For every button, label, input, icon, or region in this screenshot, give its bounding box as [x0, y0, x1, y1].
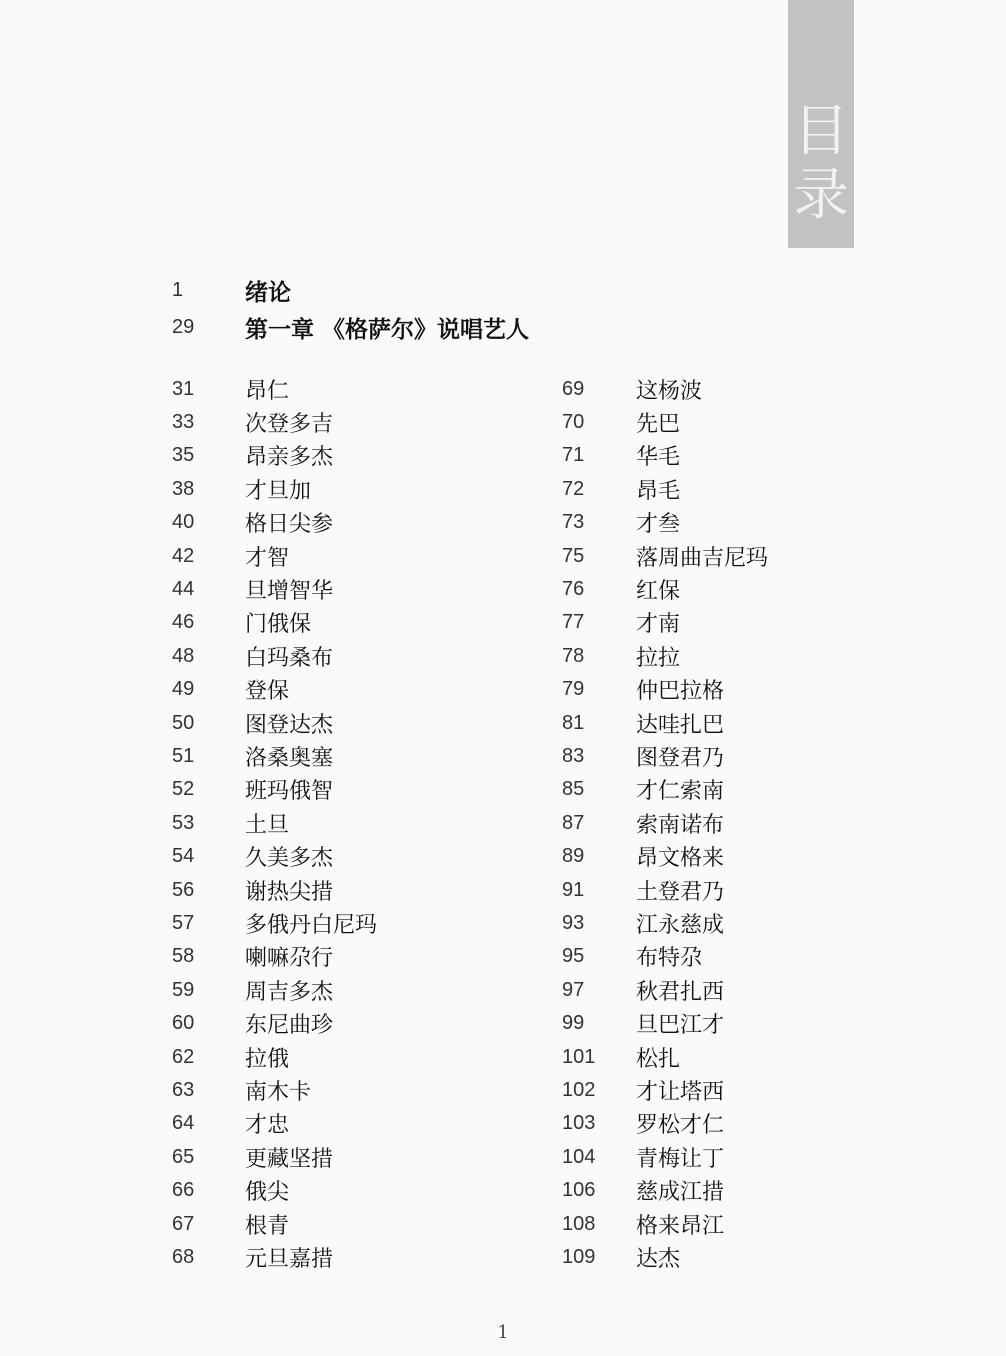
toc-entry-title: 土登君乃 — [636, 879, 725, 905]
toc-entry-title: 昂毛 — [636, 478, 681, 504]
toc-entry-title: 达哇扎巴 — [636, 712, 725, 738]
toc-entry-title: 这杨波 — [636, 378, 703, 404]
toc-page-number: 62 — [172, 1045, 195, 1068]
page-number: 1 — [497, 1322, 509, 1343]
toc-page-number: 53 — [172, 811, 195, 834]
toc-page-number: 76 — [562, 577, 585, 600]
toc-page-number: 49 — [172, 678, 195, 701]
toc-entry-title: 格来昂江 — [636, 1213, 725, 1239]
toc-entry-title: 东尼曲珍 — [245, 1013, 334, 1039]
toc-page-number: 57 — [172, 911, 195, 934]
toc-entry-title: 谢热尖措 — [245, 879, 334, 905]
toc-page-number: 89 — [562, 845, 585, 868]
toc-page-number: 35 — [172, 444, 195, 467]
toc-tab-title — [788, 100, 854, 228]
toc-entry-title: 才叁 — [636, 512, 681, 538]
toc-entry-title: 白玛桑布 — [245, 645, 334, 671]
toc-entry-title: 土旦 — [245, 812, 290, 838]
toc-page-number: 48 — [172, 644, 195, 667]
toc-entry-title: 旦增智华 — [245, 578, 334, 604]
toc-entry-row[interactable] — [0, 1008, 1006, 1040]
toc-page-number: 91 — [562, 878, 585, 901]
toc-entry-row[interactable] — [0, 607, 1006, 639]
toc-entry-row[interactable] — [0, 1241, 1006, 1273]
toc-page-number: 46 — [172, 611, 195, 634]
toc-page-number: 83 — [562, 744, 585, 767]
toc-entry-title: 图登君乃 — [636, 745, 725, 771]
toc-entry-row[interactable] — [0, 707, 1006, 739]
toc-entry-row[interactable] — [0, 807, 1006, 839]
toc-page-number: 109 — [562, 1245, 596, 1268]
toc-entry-title: 元旦嘉措 — [245, 1246, 334, 1272]
toc-entry-row[interactable] — [0, 373, 1006, 405]
toc-page-number: 73 — [562, 511, 585, 534]
toc-page-number: 103 — [562, 1112, 596, 1135]
toc-page-number: 97 — [562, 978, 585, 1001]
toc-page-number: 54 — [172, 845, 195, 868]
toc-page-number: 38 — [172, 477, 195, 500]
toc-page-number: 1 — [172, 278, 184, 301]
toc-heading-row[interactable] — [0, 311, 1006, 343]
toc-page-number: 31 — [172, 377, 195, 400]
toc-page-number: 101 — [562, 1045, 596, 1068]
toc-entry-title: 绪论 — [245, 279, 291, 306]
toc-entry-title: 达杰 — [636, 1246, 681, 1272]
toc-entry-title: 拉俄 — [245, 1046, 290, 1072]
toc-page-number: 108 — [562, 1212, 596, 1235]
toc-page-number: 68 — [172, 1245, 195, 1268]
toc-page-number: 56 — [172, 878, 195, 901]
toc-entry-title: 昂文格来 — [636, 846, 725, 872]
toc-page-number: 33 — [172, 410, 195, 433]
toc-entry-row[interactable] — [0, 841, 1006, 873]
toc-page-number: 60 — [172, 1012, 195, 1035]
toc-entry-title: 红保 — [636, 578, 681, 604]
toc-page-number: 87 — [562, 811, 585, 834]
toc-entry-title: 才让塔西 — [636, 1079, 725, 1105]
toc-entry-title: 多俄丹白尼玛 — [245, 912, 378, 938]
toc-page-number: 99 — [562, 1012, 585, 1035]
toc-entry-row[interactable] — [0, 473, 1006, 505]
toc-entry-row[interactable] — [0, 1175, 1006, 1207]
toc-entry-title: 根青 — [245, 1213, 290, 1239]
toc-page-number: 64 — [172, 1112, 195, 1135]
toc-entry-title: 慈成江措 — [636, 1180, 725, 1206]
toc-entry-title: 才智 — [245, 545, 290, 571]
toc-page-number: 66 — [172, 1179, 195, 1202]
toc-page-number: 42 — [172, 544, 195, 567]
toc-entry-title: 周吉多杰 — [245, 979, 334, 1005]
toc-entry-title: 喇嘛尕行 — [245, 946, 334, 972]
toc-entry-title: 图登达杰 — [245, 712, 334, 738]
toc-entry-row[interactable] — [0, 507, 1006, 539]
toc-entry-title: 更藏坚措 — [245, 1146, 334, 1172]
toc-page-number: 104 — [562, 1145, 596, 1168]
toc-page-number: 44 — [172, 577, 195, 600]
toc-heading-row[interactable] — [0, 274, 1006, 306]
toc-entry-title: 先巴 — [636, 411, 681, 437]
toc-page-number: 40 — [172, 511, 195, 534]
toc-entry-title: 布特尕 — [636, 946, 703, 972]
toc-page-number: 77 — [562, 611, 585, 634]
toc-entry-title: 洛桑奥塞 — [245, 745, 334, 771]
toc-entry-row[interactable] — [0, 1141, 1006, 1173]
toc-entry-title: 才旦加 — [245, 478, 312, 504]
toc-tab — [788, 0, 854, 248]
toc-page-number: 29 — [172, 315, 195, 338]
toc-page-number: 50 — [172, 711, 195, 734]
toc-entry-title: 才南 — [636, 612, 681, 638]
toc-entry-title: 昂亲多杰 — [245, 445, 334, 471]
toc-entry-row[interactable] — [0, 406, 1006, 438]
toc-entry-title: 仲巴拉格 — [636, 679, 725, 705]
toc-page-number: 59 — [172, 978, 195, 1001]
toc-entry-row[interactable] — [0, 573, 1006, 605]
toc-entry-row[interactable] — [0, 907, 1006, 939]
toc-entry-title: 格日尖参 — [245, 512, 334, 538]
toc-entry-row[interactable] — [0, 674, 1006, 706]
toc-entry-title: 落周曲吉尼玛 — [636, 545, 769, 571]
toc-page-number: 65 — [172, 1145, 195, 1168]
toc-entry-title: 华毛 — [636, 445, 681, 471]
toc-entry-title: 门俄保 — [245, 612, 312, 638]
toc-page-number: 72 — [562, 477, 585, 500]
toc-entry-title: 青梅让丁 — [636, 1146, 725, 1172]
toc-entry-title: 第一章 《格萨尔》说唱艺人 — [245, 316, 530, 343]
toc-entry-row[interactable] — [0, 640, 1006, 672]
toc-entry-row[interactable] — [0, 1074, 1006, 1106]
toc-entry-title: 江永慈成 — [636, 912, 725, 938]
toc-entry-row[interactable] — [0, 440, 1006, 472]
toc-page-number: 102 — [562, 1078, 596, 1101]
toc-tab-char: 录 — [793, 163, 849, 228]
toc-entry-title: 旦巴江才 — [636, 1013, 725, 1039]
toc-entry-row[interactable] — [0, 774, 1006, 806]
toc-page-number: 71 — [562, 444, 585, 467]
toc-page-number: 81 — [562, 711, 585, 734]
toc-page-number: 69 — [562, 377, 585, 400]
toc-entry-title: 次登多吉 — [245, 411, 334, 437]
toc-page-number: 67 — [172, 1212, 195, 1235]
toc-entry-row[interactable] — [0, 740, 1006, 772]
toc-entry-title: 才忠 — [245, 1113, 290, 1139]
toc-entry-row[interactable] — [0, 1208, 1006, 1240]
toc-entry-row[interactable] — [0, 874, 1006, 906]
toc-entry-row[interactable] — [0, 941, 1006, 973]
toc-entry-title: 班玛俄智 — [245, 779, 334, 805]
toc-page-number: 85 — [562, 778, 585, 801]
toc-entry-title: 登保 — [245, 679, 290, 705]
toc-page-number: 75 — [562, 544, 585, 567]
toc-entry-row[interactable] — [0, 974, 1006, 1006]
toc-page-number: 93 — [562, 911, 585, 934]
toc-entry-title: 罗松才仁 — [636, 1113, 725, 1139]
toc-entry-title: 松扎 — [636, 1046, 681, 1072]
toc-entry-title: 久美多杰 — [245, 846, 334, 872]
toc-tab-title-text — [788, 100, 854, 228]
toc-entry-title: 才仁索南 — [636, 779, 725, 805]
toc-page-number: 79 — [562, 678, 585, 701]
toc-entry-row[interactable] — [0, 1108, 1006, 1140]
toc-page-number: 95 — [562, 945, 585, 968]
toc-page-number: 52 — [172, 778, 195, 801]
toc-entry-title: 俄尖 — [245, 1180, 290, 1206]
toc-entry-title: 拉拉 — [636, 645, 681, 671]
toc-page-number: 106 — [562, 1179, 596, 1202]
toc-entry-title: 索南诺布 — [636, 812, 725, 838]
toc-entry-title: 秋君扎西 — [636, 979, 725, 1005]
toc-page-number: 70 — [562, 410, 585, 433]
toc-entry-row[interactable] — [0, 1041, 1006, 1073]
toc-entry-title: 南木卡 — [245, 1079, 312, 1105]
toc-page-number: 63 — [172, 1078, 195, 1101]
toc-page-number: 78 — [562, 644, 585, 667]
toc-entry-title: 昂仁 — [245, 378, 290, 404]
toc-page-number: 51 — [172, 744, 195, 767]
toc-entry-row[interactable] — [0, 540, 1006, 572]
toc-page-number: 58 — [172, 945, 195, 968]
toc-tab-char: 目 — [793, 99, 849, 164]
